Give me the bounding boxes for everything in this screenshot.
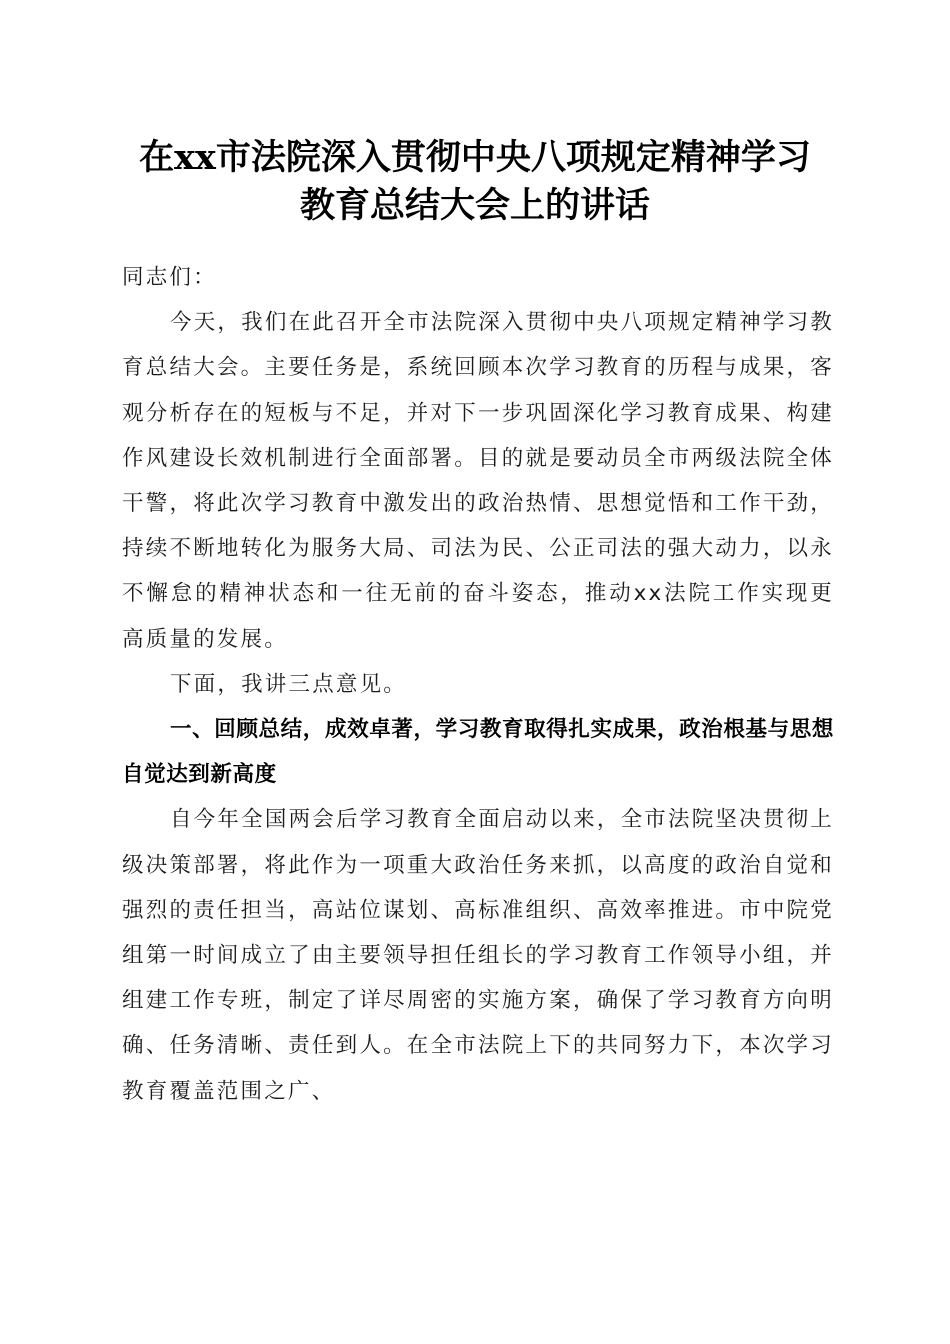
section-heading-1: 一、回顾总结，成效卓著，学习教育取得扎实成果，政治根基与思想自觉达到新高度: [122, 717, 834, 788]
title-line-2: 教育总结大会上的讲话: [299, 185, 650, 226]
paragraph-review: 自今年全国两会后学习教育全面启动以来，全市法院坚决贯彻上级决策部署，将此作为一项重大政治任务来抓，以高度的政治自觉和强烈的责任担当，高站位谋划、高标准组织、高效率推进。市中院党组第一时间成立了由主要领导担任组长的学习教育工作领导小组，并组建工作专班，制定了详尽周密的实施方案，确保了学习教育方向明确、任务清晰、责任到人。在全市法院上下的共同努力下，本次学习教育覆盖范围之广、: [122, 807, 834, 1104]
document-body: [122, 255, 834, 1114]
document-title: [100, 134, 850, 230]
salutation: 同志们：: [122, 265, 217, 290]
paragraph-opinions: 下面，我讲三点意见。: [170, 671, 408, 697]
title-line-1: 在xx市法院深入贯彻中央八项规定精神学习: [139, 137, 811, 178]
paragraph-intro: 今天，我们在此召开全市法院深入贯彻中央八项规定精神学习教育总结大会。主要任务是，系统回顾本次学习教育的历程与成果，客观分析存在的短板与不足，并对下一步巩固深化学习教育成果、构建作风建设长效机制进行全面部署。目的就是要动员全市两级法院全体干警，将此次学习教育中激发出的政治热情、思想觉悟和工作干劲，持续不断地转化为服务大局、司法为民、公正司法的强大动力，以永不懈怠的精神状态和一往无前的奋斗姿态，推动xx法院工作实现更高质量的发展。: [122, 310, 834, 652]
